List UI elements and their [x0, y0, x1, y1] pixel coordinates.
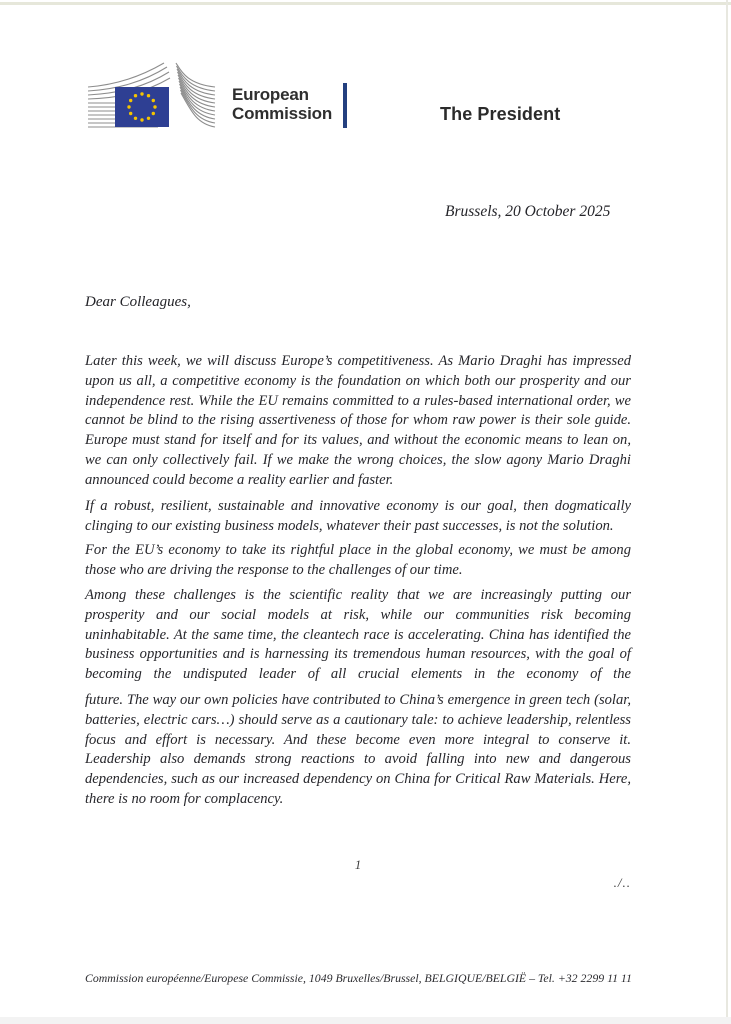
- continuation-mark: ./..: [613, 875, 631, 890]
- paragraph-1: Later this week, we will discuss Europe’s competitiveness. As Mario Draghi has impressed upon us all, a competitive economy is the foundation on which both our prosperity and our independence rest. While the EU remains committed to a rules-based international order, we cannot be blind to the rising assertiveness of those for whom raw power is their sole guide. Europe must stand for itself and for its values, and without the economic means to lean on, we can only collectively fail. If we make the wrong choices, the slow agony Mario Draghi announced could become a reality earlier and faster.: [85, 353, 631, 488]
- page-number: 1: [354, 858, 362, 872]
- paragraph-2: If a robust, resilient, sustainable and innovative economy is our goal, then dogmatically clinging to our existing business models, whatever their past successes, is not the solution.: [85, 498, 631, 534]
- ec-logo-wordmark-line1: European: [232, 85, 309, 104]
- ec-logo-wordmark-line2: Commission: [232, 104, 333, 123]
- paragraph-5: future. The way our own policies have contributed to China’s emergence in green tech (solar, batteries, electric cars…) should serve as a cautionary tale: to achieve leadership, relentless focus and effort is necessary. And these become even more integral to conserve it. Leadership also demands strong reactions to avoid falling into new and dangerous dependencies, such as our increased dependency on China for Critical Raw Materials. Here, there is no room for complacency.: [85, 692, 631, 807]
- salutation: Dear Colleagues,: [85, 294, 191, 310]
- footer-address: Commission européenne/Europese Commissie, 1049 Bruxelles/Brussel, BELGIQUE/BELGIË – Tel. +32 2299 11 11: [85, 971, 632, 985]
- paragraph-3: For the EU’s economy to take its rightful place in the global economy, we must be among those who are driving the response to the challenges of our time.: [85, 542, 631, 578]
- logo-right-lines: [176, 63, 215, 127]
- ec-logo-bar: [343, 83, 347, 128]
- eu-flag-icon: [115, 87, 169, 127]
- scan-edge-bottom: [0, 1017, 731, 1024]
- paragraph-4: Among these challenges is the scientific reality that we are increasingly putting our prosperity and our social models at risk, while our communities risk becoming uninhabitable. At the same time, the cleantech race is accelerating. China has identified the business opportunities and is harnessing its tremendous human resources, with the goal of becoming the undisputed leader of all crucial elements in the economy of the: [85, 587, 631, 683]
- letterhead: [88, 62, 347, 130]
- ec-logo-wordmark: [232, 85, 332, 123]
- dateline: Brussels, 20 October 2025: [445, 203, 611, 220]
- ec-logo-icon: [88, 62, 218, 130]
- office-title: The President: [440, 104, 561, 124]
- scan-edge-right: [726, 0, 728, 1024]
- scan-edge-top: [0, 2, 731, 5]
